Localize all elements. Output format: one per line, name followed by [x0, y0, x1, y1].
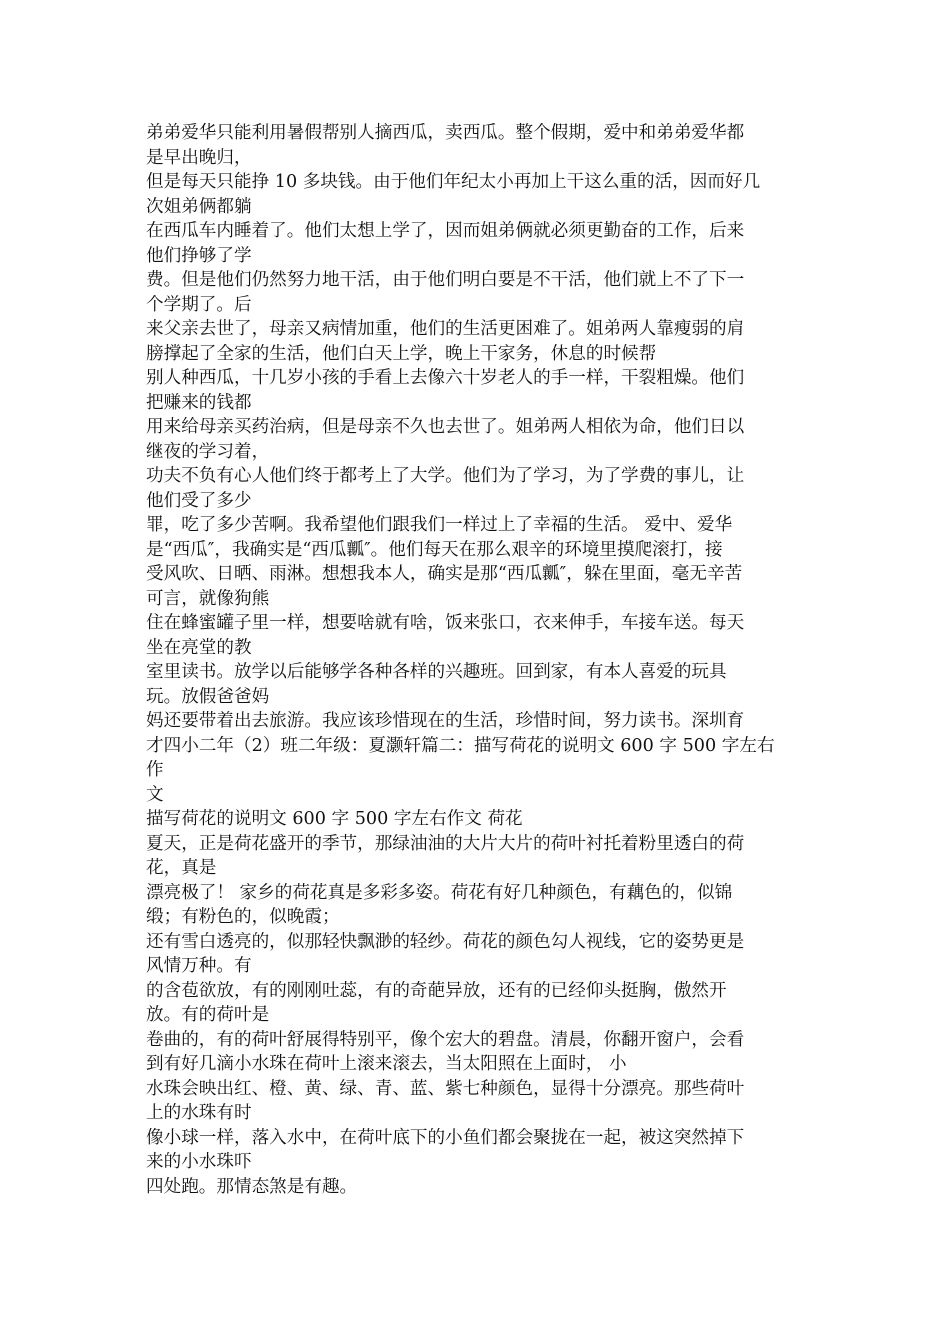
text-line: 玩。放假爸爸妈: [146, 686, 270, 707]
text-line: 继夜的学习着，: [146, 441, 270, 462]
text-line: 次姐弟俩都躺: [146, 196, 252, 217]
text-line: 他们挣够了学: [146, 245, 252, 266]
text-line: 才四小二年（2）班二年级：夏灏轩篇二：描写荷花的说明文 600 字 500 字左右: [146, 735, 775, 756]
text-line: 他们受了多少: [146, 490, 252, 511]
text-line: 来的小水珠吓: [146, 1152, 252, 1172]
text-line: 作: [146, 760, 164, 780]
text-line: 是“西瓜″，我确实是“西瓜瓤″。他们每天在那么艰辛的环境里摸爬滚打，接: [146, 539, 723, 560]
text-line: 的含苞欲放，有的刚刚吐蕊，有的奇葩异放，还有的已经仰头挺胸，傲然开: [146, 980, 727, 1001]
text-line: 夏天，正是荷花盛开的季节，那绿油油的大片大片的荷叶衬托着粉里透白的荷: [146, 833, 745, 854]
text-line: 缎；有粉色的，似晚霞；: [146, 907, 340, 927]
text-line: 是早出晚归，: [146, 147, 252, 168]
text-line: 弟弟爱华只能利用暑假帮别人摘西瓜，卖西瓜。整个假期，爱中和弟弟爱华都: [146, 123, 745, 143]
text-line: 卷曲的，有的荷叶舒展得特别平，像个宏大的碧盘。清晨，你翻开窗户，会看: [146, 1029, 745, 1050]
text-line: 文: [146, 784, 164, 805]
text-line: 放。有的荷叶是: [146, 1005, 270, 1025]
text-line: 来父亲去世了，母亲又病情加重，他们的生活更困难了。姐弟两人靠瘦弱的肩: [146, 319, 745, 339]
text-line: 个学期了。后: [146, 294, 252, 315]
text-line: 用来给母亲买药治病，但是母亲不久也去世了。姐弟两人相依为命，他们日以: [146, 417, 745, 437]
text-line: 上的水珠有时: [146, 1103, 252, 1123]
text-line: 但是每天只能挣 10 多块钱。由于他们年纪太小再加上干这么重的活，因而好几: [146, 172, 761, 192]
text-line: 在西瓜车内睡着了。他们太想上学了，因而姐弟俩就必须更勤奋的工作，后来: [146, 221, 745, 241]
text-line: 坐在亮堂的教: [146, 637, 252, 658]
text-line: 四处跑。那情态煞是有趣。: [146, 1176, 358, 1197]
text-line: 妈还要带着出去旅游。我应该珍惜现在的生活，珍惜时间，努力读书。深圳育: [146, 711, 745, 731]
text-line: 膀撑起了全家的生活，他们白天上学，晚上干家务，休息的时候帮: [146, 343, 657, 364]
text-line: 住在蜂蜜罐子里一样，想要啥就有啥，饭来张口，衣来伸手，车接车送。每天: [146, 613, 745, 633]
text-line: 罪，吃了多少苦啊。我希望他们跟我们一样过上了幸福的生活。 爱中、爱华: [146, 515, 733, 535]
text-line: 漂亮极了！ 家乡的荷花真是多彩多姿。荷花有好几种颜色，有藕色的，似锦: [146, 882, 733, 903]
text-line: 还有雪白透亮的，似那轻快飘渺的轻纱。荷花的颜色勾人视线，它的姿势更是: [146, 931, 745, 952]
text-line: 费。但是他们仍然努力地干活，由于他们明白要是不干活，他们就上不了下一: [146, 270, 745, 290]
text-line: 别人种西瓜，十几岁小孩的手看上去像六十岁老人的手一样，干裂粗燥。他们: [146, 368, 745, 388]
text-line: 可言，就像狗熊: [146, 588, 270, 609]
text-line: 花，真是: [146, 858, 217, 878]
text-line: 受风吹、日晒、雨淋。想想我本人，确实是那“西瓜瓤″，躲在里面，毫无辛苦: [146, 564, 743, 584]
text-line: 水珠会映出红、橙、黄、绿、青、蓝、紫七种颜色，显得十分漂亮。那些荷叶: [146, 1078, 745, 1099]
text-line: 到有好几滴小水珠在荷叶上滚来滚去，当太阳照在上面时， 小: [146, 1054, 627, 1074]
text-line: 风情万种。有: [146, 956, 252, 976]
text-line: 功夫不负有心人他们终于都考上了大学。他们为了学习，为了学费的事儿，让: [146, 466, 745, 486]
text-line: 把赚来的钱都: [146, 392, 252, 413]
text-line: 室里读书。放学以后能够学各种各样的兴趣班。回到家，有本人喜爱的玩具: [146, 662, 727, 682]
text-line: 像小球一样，落入水中，在荷叶底下的小鱼们都会聚拢在一起，被这突然掉下: [146, 1127, 745, 1148]
text-line: 描写荷花的说明文 600 字 500 字左右作文 荷花: [146, 809, 523, 829]
document-body: [146, 121, 810, 1199]
